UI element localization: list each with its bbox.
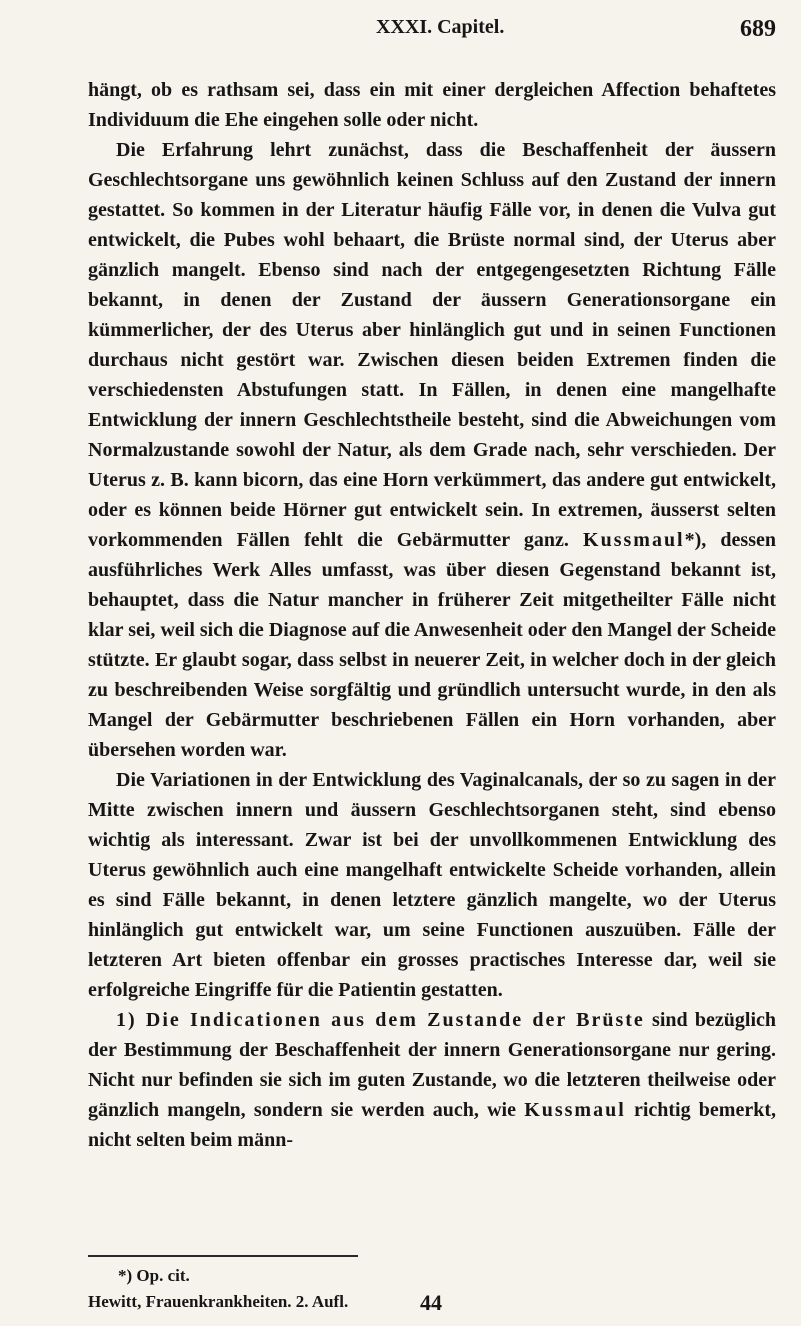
paragraph-2	[88, 135, 776, 765]
printer-imprint	[88, 1292, 776, 1320]
author-name-2: Kussmaul	[524, 1099, 626, 1121]
footnote: *) Op. cit.	[118, 1266, 190, 1285]
paragraph-4	[88, 1005, 776, 1155]
signature-mark: 44	[420, 1290, 442, 1315]
section-heading: 1) Die Indicationen aus dem Zustande der Brüste	[116, 1009, 645, 1031]
paragraph-2-rest: *), dessen ausführliches Werk Alles umfasst, was über diesen Gegenstand bekannt ist, behauptet, dass die Natur mancher in früherer Zeit mitgetheilter Fälle nicht klar sei, weil sich die Diagnose auf die Anwesenheit oder den Mangel der Scheide stützte. Er glaubt sogar, dass selbst in neuerer Zeit, in welcher doch in der gleich zu beschreibenden Weise sorgfältig und gründlich untersucht wurde, in den als Mangel der Gebärmutter beschriebenen Fällen ein Horn vorhanden, aber übersehen worden war.	[88, 529, 776, 761]
body-text	[88, 75, 776, 1155]
paragraph-2-text: Die Erfahrung lehrt zunächst, dass die Beschaffenheit der äussern Geschlechtsorgane uns gewöhnlich keinen Schluss auf den Zustand der innern gestattet. So kommen in der Literatur häufig Fälle vor, in denen die Vulva gut entwickelt, die Pubes wohl behaart, die Brüste normal sind, der Uterus aber gänzlich mangelt. Ebenso sind nach der entgegengesetzten Richtung Fälle bekannt, in denen der Zustand der äussern Generationsorgane ein kümmerlicher, der des Uterus aber hinlänglich gut und in seinen Functionen durchaus nicht gestört war. Zwischen diesen beiden Extremen finden die verschiedensten Abstufungen statt. In Fällen, in denen eine mangelhafte Entwicklung der innern Geschlechtstheile besteht, sind die Abweichungen vom Normalzustande sowohl der Natur, als dem Grade nach, sehr verschieden. Der Uterus z. B. kann bicorn, das eine Horn verkümmert, das andere gut entwickelt, oder es können beide Hörner gut entwickelt sein. In extremen, äusserst selten vorkommenden Fällen fehlt die Gebärmutter ganz.	[88, 139, 776, 551]
imprint-text: Hewitt, Frauenkrankheiten. 2. Aufl.	[88, 1292, 349, 1311]
paragraph-4-text: sind bezüglich der Bestimmung der Beschaffenheit der innern Generationsorgane nur gering. Nicht nur befinden sie sich im guten Zustande, wo die letzteren theilweise oder gänzlich mangeln, sondern sie werden auch, wie	[88, 1009, 776, 1121]
footnote-rule	[88, 1255, 358, 1257]
running-head: XXXI. Capitel.	[376, 16, 505, 38]
paragraph-1: hängt, ob es rathsam sei, dass ein mit einer dergleichen Affection behaftetes Individuum die Ehe eingehen solle oder nicht.	[88, 79, 776, 131]
paragraph-3: Die Variationen in der Entwicklung des Vaginalcanals, der so zu sagen in der Mitte zwischen innern und äussern Geschlechtsorganen steht, sind ebenso wichtig als interessant. Zwar ist bei der unvollkommenen Entwicklung des Uterus gewöhnlich auch eine mangelhaft entwickelte Scheide vorhanden, allein es sind Fälle bekannt, in denen letztere gänzlich mangelte, wo der Uterus hinlänglich gut entwickelt war, um seine Functionen auszuüben. Fälle der letzteren Art bieten offenbar ein grosses practisches Interesse dar, weil sie erfolgreiche Eingriffe für die Patientin gestatten.	[88, 769, 776, 1001]
author-name: Kussmaul	[583, 529, 685, 551]
page-header	[88, 14, 776, 48]
page-number: 689	[740, 16, 776, 42]
paragraph-4-rest: richtig bemerkt, nicht selten beim männ-	[88, 1099, 776, 1151]
